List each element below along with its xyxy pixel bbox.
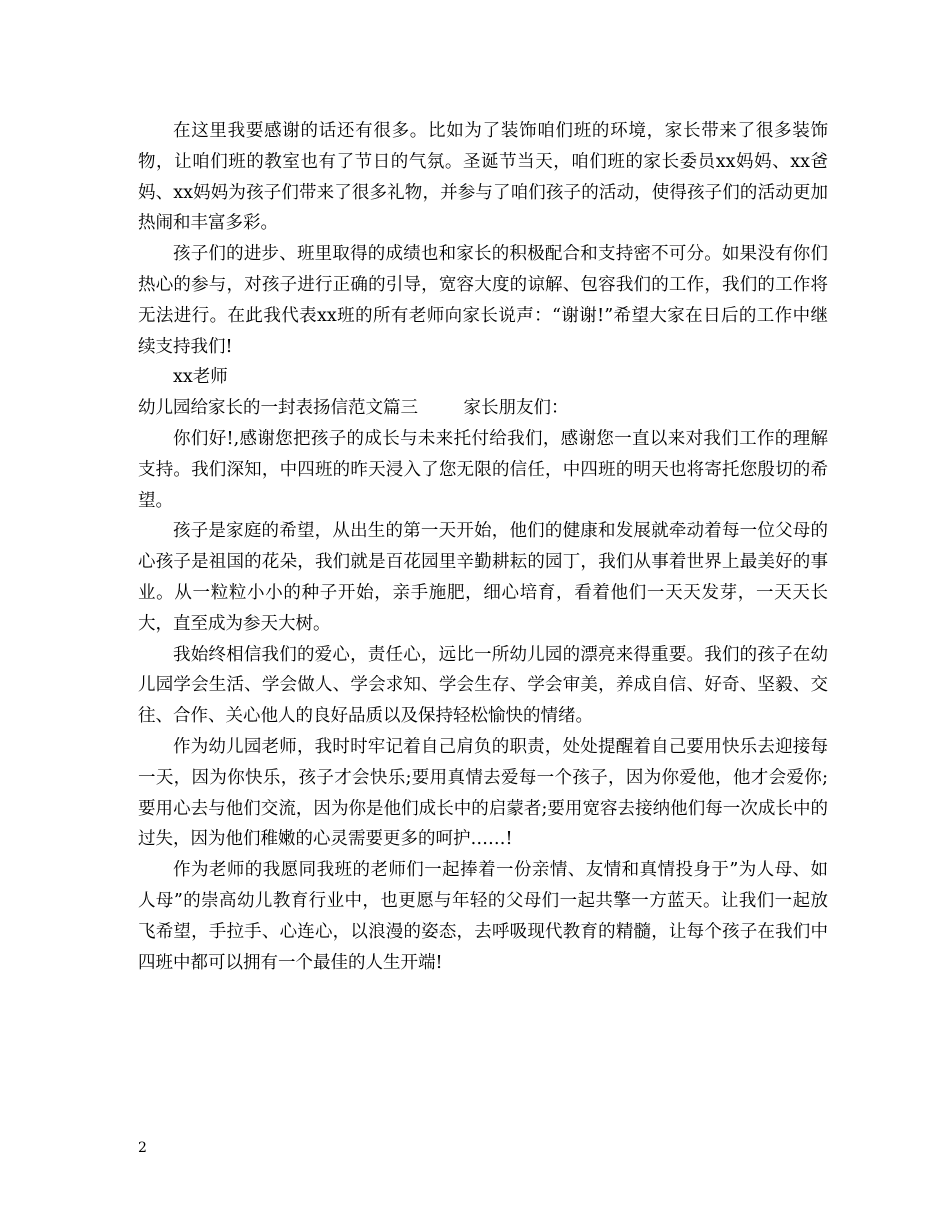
paragraph-family-hope: 孩子是家庭的希望，从出生的第一天开始，他们的健康和发展就牵动着每一位父母的心孩子是祖国的花朵，我们就是百花园里辛勤耕耘的园丁，我们从事着世界上最美好的事业。从一粒粒小小的种子开始，亲手施肥，细心培育，看着他们一天天发芽，一天天长大，直至成为参天大树。 xyxy=(138,521,828,634)
page-number: 2 xyxy=(138,1140,147,1156)
paragraph-thanks-support: 孩子们的进步、班里取得的成绩也和家长的积极配合和支持密不可分。如果没有你们热心的参与，对孩子进行正确的引导，宽容大度的谅解、包容我们的工作，我们的工作将无法进行。在此我代表xx班的所有老师向家长说声：“谢谢!”希望大家在日后的工作中继续支持我们! xyxy=(138,244,828,357)
paragraph-teacher-duty: 作为幼儿园老师，我时时牢记着自己肩负的职责，处处提醒着自己要用快乐去迎接每一天，因为你快乐，孩子才会快乐;要用真情去爱每一个孩子，因为你爱他，他才会爱你;要用心去与他们交流，因为你是他们成长中的启蒙者;要用宽容去接纳他们每一次成长中的过失，因为他们稚嫩的心灵需要更多的呵护……! xyxy=(138,736,828,850)
signature: xx老师 xyxy=(173,367,228,388)
paragraph-greeting: 你们好!,感谢您把孩子的成长与未来托付给我们，感谢您一直以来对我们工作的理解支持。我们深知，中四班的昨天浸入了您无限的信任，中四班的明天也将寄托您殷切的希望。 xyxy=(138,428,828,511)
section-title: 幼儿园给家长的一封表扬信范文篇三 xyxy=(138,398,418,419)
paragraph-love-responsibility: 我始终相信我们的爱心，责任心，远比一所幼儿园的漂亮来得重要。我们的孩子在幼儿园学会生活、学会做人、学会求知、学会生存、学会审美，养成自信、好奇、坚毅、交往、合作、关心他人的良好品质以及保持轻松愉快的情绪。 xyxy=(138,644,828,727)
salutation: 家长朋友们： xyxy=(463,398,569,419)
paragraph-closing: 作为老师的我愿同我班的老师们一起捧着一份亲情、友情和真情投身于”为人母、如人母”的崇高幼儿教育行业中，也更愿与年轻的父母们一起共擎一方蓝天。让我们一起放飞希望，手拉手、心连心，以浪漫的姿态，去呼吸现代教育的精髓，让每个孩子在我们中四班中都可以拥有一个最佳的人生开端! xyxy=(138,860,828,973)
section-heading-line xyxy=(138,393,828,424)
document-body xyxy=(138,116,828,978)
paragraph-thanks-decorations: 在这里我要感谢的话还有很多。比如为了装饰咱们班的环境，家长带来了很多装饰物，让咱们班的教室也有了节日的气氛。圣诞节当天，咱们班的家长委员xx妈妈、xx爸妈、xx妈妈为孩子们带来了很多礼物，并参与了咱们孩子的活动，使得孩子们的活动更加热闹和丰富多彩。 xyxy=(138,121,828,234)
